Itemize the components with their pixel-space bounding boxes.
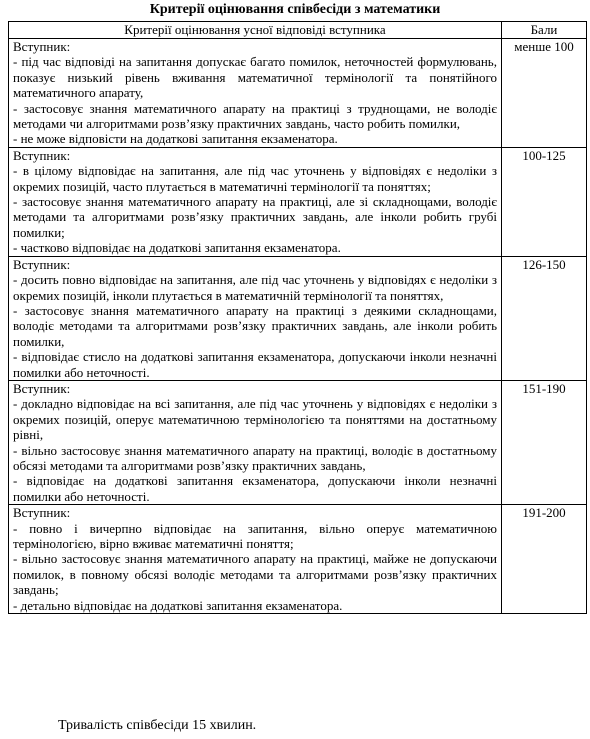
criteria-line: - вільно застосовує знання математичного апарату на практиці, майже не допускаючи помилок, в повному обсязі володіє методами та алгоритмами розв’язку практичних завдань;: [13, 551, 497, 598]
criteria-table: [8, 21, 587, 614]
criteria-line: - вільно застосовує знання математичного апарату на практиці, володіє в достатньому обсязі методами та алгоритмами розв’язку практичних завдань,: [13, 442, 497, 473]
criteria-column-header: Критерії оцінювання усної відповіді вступника: [9, 22, 502, 39]
criteria-line: - докладно відповідає на всі запитання, але під час уточнень у відповідях є недоліки з окремих позицій, оперує математичною термінологією та поняттями на достатньому рівні,: [13, 396, 497, 443]
criteria-line: - застосовує знання математичного апарату на практиці з деякими складнощами, володіє методами та алгоритмами розв’язку практичних завдань, але інколи робить помилки,: [13, 302, 497, 349]
criteria-line: - застосовує знання математичного апарату на практиці, але зі складнощами, володіє методами та алгоритмами розв’язку практичних завдань, але інколи робить грубі помилки;: [13, 194, 497, 240]
score-cell: 100-125: [502, 147, 587, 256]
criteria-line: - детально відповідає на додаткові запитання екзаменатора.: [13, 597, 343, 613]
duration-note: Тривалість співбесіди 15 хвилин.: [58, 718, 257, 733]
criteria-line: - відповідає стисло на додаткові запитання екзаменатора, допускаючи інколи незначні помилки або неточності.: [13, 349, 497, 380]
score-cell: 151-190: [502, 380, 587, 504]
table-row: [9, 505, 587, 614]
table-row: [9, 256, 587, 380]
criteria-line: - в цілому відповідає на запитання, але під час уточнень у відповідях є недоліки з окремих позицій, часто плутається в математичні термінології та поняттях;: [13, 163, 497, 194]
score-cell: менше 100: [502, 39, 587, 148]
criteria-line: Вступник:: [13, 380, 71, 396]
criteria-line: - застосовує знання математичного апарату на практиці з труднощами, не володіє методами чи алгоритмами розв’язку практичних завдань, часто робить помилки,: [13, 100, 497, 132]
criteria-line: - під час відповіді на запитання допускає багато помилок, неточностей формулювань, показує низький рівень вживання математичної термінології та понятійного математичного апарату,: [13, 54, 497, 101]
criteria-cell: [9, 39, 502, 148]
criteria-cell: [9, 380, 502, 504]
document-title: Критерії оцінювання співбесіди з математики: [149, 2, 441, 17]
criteria-line: - частково відповідає на додаткові запитання екзаменатора.: [13, 240, 341, 256]
criteria-line: - відповідає на додаткові запитання екзаменатора, допускаючи інколи незначні помилки або неточності.: [13, 473, 497, 504]
criteria-line: - досить повно відповідає на запитання, але під час уточнень у відповідях є недоліки з окремих позицій, інколи плутається в математичній термінології та поняттях,: [13, 272, 497, 303]
score-cell: 126-150: [502, 256, 587, 380]
criteria-line: Вступник:: [13, 505, 71, 521]
table-row: [9, 380, 587, 504]
table-row: [9, 39, 587, 148]
criteria-cell: [9, 505, 502, 614]
criteria-line: - повно і вичерпно відповідає на запитання, вільно оперує математичною термінологією, вірно вживає математичні поняття;: [13, 520, 497, 551]
criteria-cell: [9, 256, 502, 380]
criteria-line: Вступник:: [13, 256, 71, 272]
criteria-line: Вступник:: [13, 147, 71, 163]
score-cell: 191-200: [502, 505, 587, 614]
score-column-header: Бали: [502, 22, 587, 39]
criteria-line: - не може відповісти на додаткові запитання екзаменатора.: [13, 131, 338, 147]
table-header-row: [9, 22, 587, 39]
table-row: [9, 147, 587, 256]
criteria-line: Вступник:: [13, 39, 71, 54]
criteria-cell: [9, 147, 502, 256]
